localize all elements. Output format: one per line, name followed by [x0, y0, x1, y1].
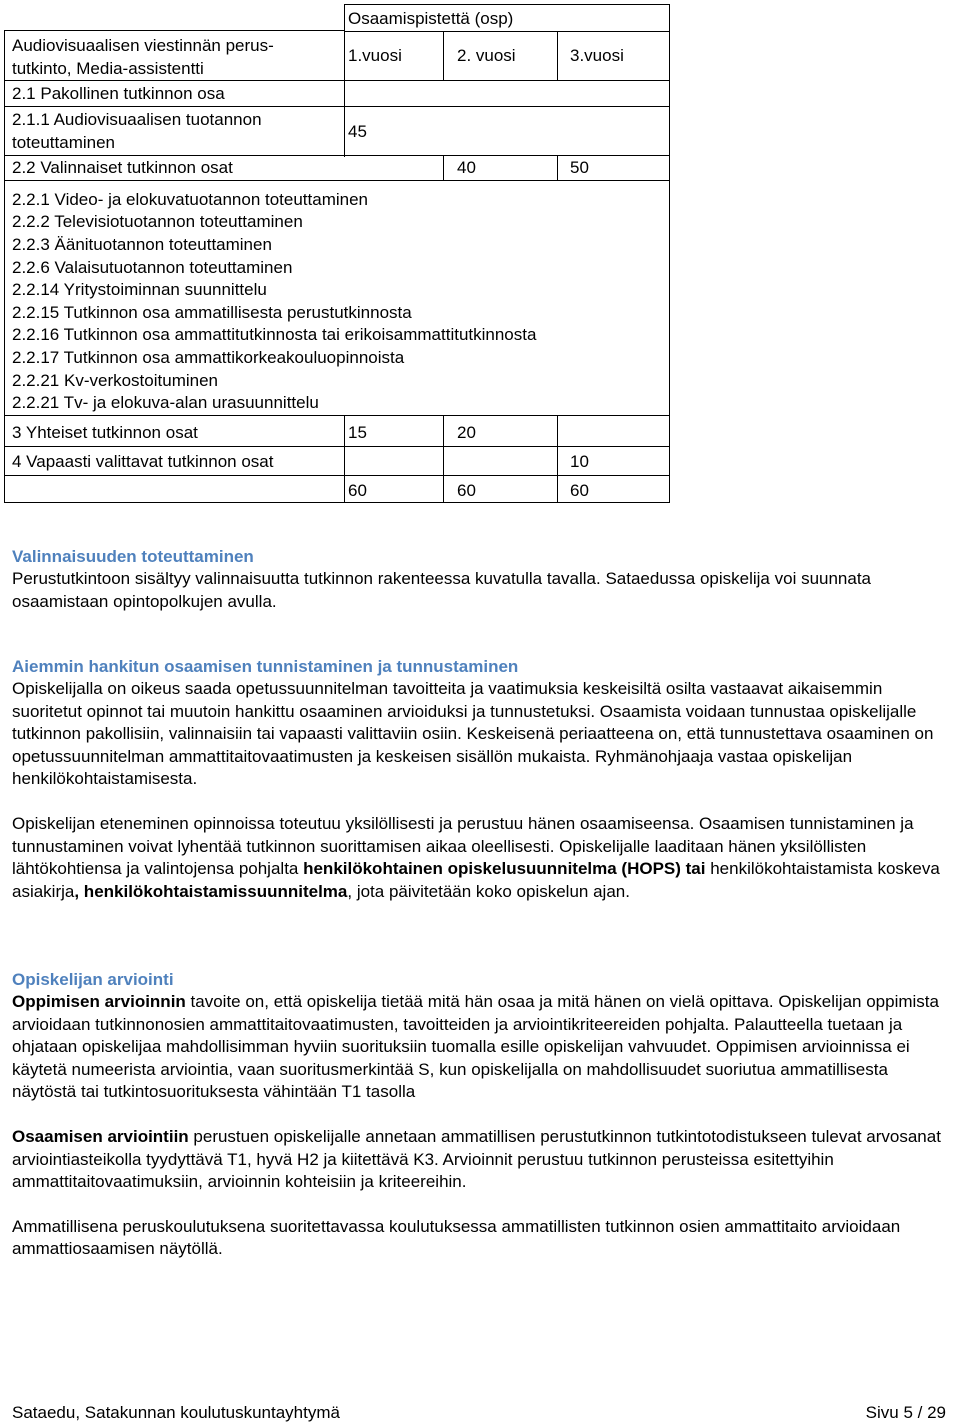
table-line: [344, 4, 670, 5]
common-y2-value: 20: [457, 423, 476, 442]
table-line: [4, 446, 670, 447]
optional-y2-value: 40: [457, 158, 476, 177]
text-span: Opiskelijan eteneminen opinnoissa toteutuu yksilöllisesti ja perustuu hänen osaamiseensa. Osaamisen tunnistaminen ja tunnustaminen voivat lyhentää tutkinnon suorittamisen aikaa oleellisesti. Opiskelijalle laaditaan hänen yksilöllisten lähtökohtiensa ja valintojensa pohjalta: [12, 813, 914, 879]
table-line: [4, 155, 670, 156]
year3-header: 3.vuosi: [570, 46, 624, 65]
optional-item: 2.2.2 Televisiotuotannon toteuttaminen: [12, 212, 303, 231]
section-aiemmin: [12, 656, 948, 903]
section-valinnaisuus: [12, 546, 948, 613]
degree-title-line1: Audiovisuaalisen viestinnän perus-: [12, 36, 274, 55]
section-paragraph: [12, 813, 948, 903]
optional-item: 2.2.6 Valaisutuotannon toteuttaminen: [12, 258, 293, 277]
table-line: [557, 155, 558, 181]
section-paragraph: Ammatillisena peruskoulutuksena suoritettavassa koulutuksessa ammatillisten tutkinnon osien ammattitaito arvioidaan ammattiosaamisen näytöllä.: [12, 1216, 901, 1259]
mandatory-item-line1: 2.1.1 Audiovisuaalisen tuotannon: [12, 110, 262, 129]
bold-text: Oppimisen arvioinnin: [12, 992, 186, 1011]
optional-item: 2.2.15 Tutkinnon osa ammatillisesta perustutkinnosta: [12, 303, 412, 322]
table-line: [557, 31, 558, 81]
degree-title-line2: tutkinto, Media-assistentti: [12, 59, 204, 78]
osp-table: [0, 0, 960, 510]
common-y1-value: 15: [348, 423, 367, 442]
optional-item: 2.2.1 Video- ja elokuvatuotannon toteuttaminen: [12, 190, 369, 209]
section-paragraph: [12, 991, 948, 1104]
optional-item: 2.2.16 Tutkinnon osa ammattitutkinnosta tai erikoisammattitutkinnosta: [12, 325, 537, 344]
total-y1-value: 60: [348, 481, 367, 500]
section-arviointi: [12, 969, 948, 1261]
footer-organization: Sataedu, Satakunnan koulutuskuntayhtymä: [12, 1403, 340, 1422]
section-paragraph: Opiskelijalla on oikeus saada opetussuunnitelman tavoitteita ja vaatimuksia keskeisiltä osilta vastaavat aikaisemmin suoritetut opinnot tai muutoin hankittu osaaminen arvioiduksi ja tunnustetuksi. Osaamista voidaan tunnustaa opiskelijalle tutkinnon pakollisiin, valinnaisiin tai vapaasti valittaviin osiin. Keskeisenä periaatteena on, että tunnustettava osaaminen on opetussuunnitelman ammattitaitovaatimusten ja keskeisen sisällön mukaista. Ryhmänohjaaja vastaa opiskelijan henkilökohtaistamisesta.: [12, 679, 934, 789]
table-line: [443, 415, 444, 503]
optional-item: 2.2.21 Kv-verkostoituminen: [12, 371, 218, 390]
table-line: [4, 30, 5, 503]
table-line: [4, 502, 670, 503]
table-line: [4, 475, 670, 476]
total-y2-value: 60: [457, 481, 476, 500]
table-line: [344, 415, 345, 503]
table-line: [4, 30, 344, 31]
table-line: [344, 4, 345, 157]
table-line: [4, 80, 670, 81]
section-paragraph: [12, 1126, 948, 1194]
free-title: 4 Vapaasti valittavat tutkinnon osat: [12, 452, 274, 471]
year2-header: 2. vuosi: [457, 46, 516, 65]
optional-title: 2.2 Valinnaiset tutkinnon osat: [12, 158, 233, 177]
free-y3-value: 10: [570, 452, 589, 471]
optional-y3-value: 50: [570, 158, 589, 177]
table-line: [4, 415, 670, 416]
optional-item: 2.2.3 Äänituotannon toteuttaminen: [12, 235, 272, 254]
text-span: tavoite on, että opiskelija tietää mitä hän osaa ja mitä hänen on vielä opittava. Opiskelijan oppimista arvioidaan tutkinnonosien ammattitaitovaatimusten, tavoitteiden ja arviointikriteereiden pohjalta. Palautteella tuetaan ja ohjataan opiskelijaa mahdollisimman hyviin suorituksiin tuomalla esille opiskelijan vahvuudet. Oppimisen arvioinnissa ei käytetä numeerista arviointia, vaan suoritusmerkintää S, kun opiskelijalla on mahdollisuudet suoriutua ammatillisesta näytöstä tai tutkintosuorituksesta vähintään T1 tasolla: [12, 992, 939, 1102]
text-span: henkilökohtaistamista koskeva asiakirja: [12, 859, 940, 901]
section-heading: Aiemmin hankitun osaamisen tunnistaminen ja tunnustaminen: [12, 657, 519, 676]
footer-page-number: Sivu 5 / 29: [865, 1403, 946, 1422]
mandatory-item-line2: toteuttaminen: [12, 133, 116, 152]
table-line: [443, 31, 444, 81]
year1-header: 1.vuosi: [348, 46, 402, 65]
mandatory-title: 2.1 Pakollinen tutkinnon osa: [12, 84, 225, 103]
table-line: [669, 4, 670, 503]
bold-text: henkilökohtainen opiskelusuunnitelma (HOPS) tai: [303, 859, 706, 879]
mandatory-y1-value: 45: [348, 122, 367, 141]
section-paragraph: Perustutkintoon sisältyy valinnaisuutta tutkinnon rakenteessa kuvatulla tavalla. Sataedussa opiskelija voi suunnata osaamistaan opintopolkujen avulla.: [12, 569, 872, 611]
total-y3-value: 60: [570, 481, 589, 500]
section-heading: Opiskelijan arviointi: [12, 970, 174, 989]
osp-header: Osaamispistettä (osp): [348, 9, 514, 28]
table-line: [557, 415, 558, 503]
table-line: [4, 106, 670, 107]
section-heading: Valinnaisuuden toteuttaminen: [12, 547, 254, 566]
table-line: [443, 155, 444, 181]
bold-text: Osaamisen arviointiin: [12, 1126, 189, 1146]
text-span: perustuen opiskelijalle annetaan ammatillisen perustutkinnon tutkintotodistukseen tulevat arvosanat arviointiasteikolla tyydyttävä T1, hyvä H2 ja kiitettävä K3. Arvioinnit perustuu tutkinnon perusteissa esitettyihin ammattitaitovaatimuksiin, arvioinnin kohteisiin ja kriteereihin.: [12, 1126, 941, 1192]
text-span: , jota päivitetään koko opiskelun ajan.: [347, 881, 630, 901]
bold-text: , henkilökohtaistamissuunnitelma: [74, 881, 348, 901]
optional-item: 2.2.14 Yritystoiminnan suunnittelu: [12, 280, 267, 299]
table-line: [344, 31, 670, 32]
optional-item: 2.2.17 Tutkinnon osa ammattikorkeakouluopinnoista: [12, 348, 405, 367]
optional-item: 2.2.21 Tv- ja elokuva-alan urasuunnittelu: [12, 393, 319, 412]
table-line: [4, 180, 670, 181]
common-title: 3 Yhteiset tutkinnon osat: [12, 423, 198, 442]
